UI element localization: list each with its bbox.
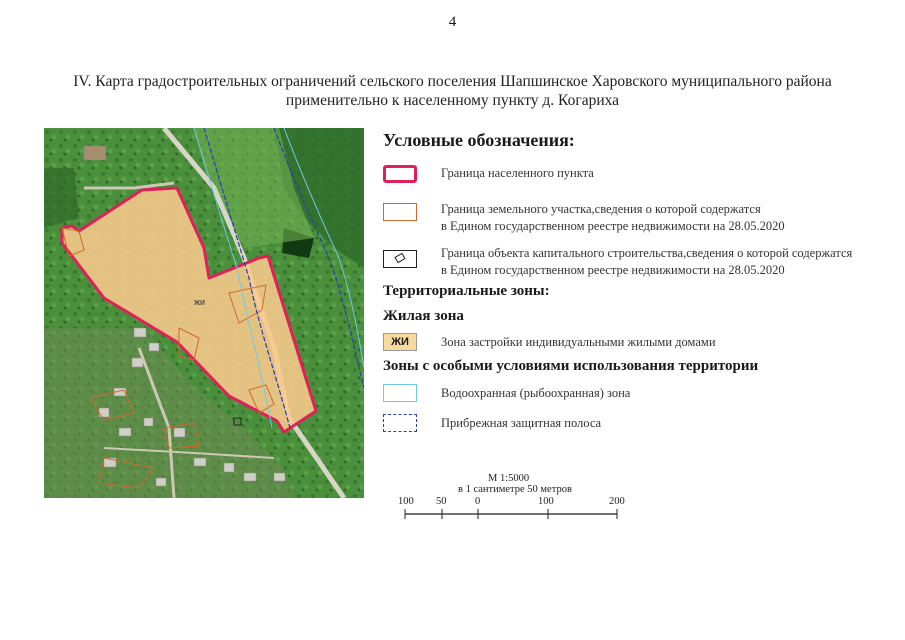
- satellite-map[interactable]: [44, 128, 364, 498]
- residential-zone-heading: Жилая зона: [383, 308, 464, 324]
- page-number: 4: [448, 14, 457, 30]
- scale-tick-label: 100: [538, 496, 554, 507]
- legend-parcel-line-1: Граница земельного участка,сведения о которой содержатся: [441, 202, 761, 216]
- zone-symbol: ЖИ: [383, 333, 417, 351]
- legend-settlement-border: Граница населенного пункта: [441, 166, 594, 180]
- legend-coastal-strip: Прибрежная защитная полоса: [441, 416, 602, 430]
- building-icon: [384, 251, 416, 267]
- legend-water-protection: Водоохранная (рыбоохранная) зона: [441, 386, 631, 400]
- building-boundary-symbol: [383, 250, 417, 268]
- forest-area: [44, 168, 79, 228]
- special-zones-heading: Зоны с особыми условиями использования территории: [383, 358, 759, 374]
- legend-building-line-2: в Едином государственном реестре недвижимости на 28.05.2020: [441, 263, 785, 277]
- legend-parcel: [441, 201, 785, 235]
- legend-parcel-line-2: в Едином государственном реестре недвижимости на 28.05.2020: [441, 219, 785, 233]
- settlement-border-symbol: [383, 165, 417, 183]
- title-line-2: применительно к населенному пункту д. Когариха: [285, 92, 620, 109]
- zone-label: жи: [194, 297, 206, 307]
- title-line-1: IV. Карта градостроительных ограничений сельского поселения Шапшинское Харовского муниципального района: [73, 73, 832, 90]
- scale-tick-label: 100: [398, 496, 414, 507]
- page-title: [60, 72, 845, 110]
- scale-tick-label: 200: [609, 496, 625, 507]
- parcel-boundary-symbol: [383, 203, 417, 221]
- legend-building-line-1: Граница объекта капитального строительства,сведения о которой содержатся: [441, 246, 853, 260]
- coastal-strip-symbol: [383, 414, 417, 432]
- legend-heading: Условные обозначения:: [383, 130, 575, 150]
- legend-zone-desc: Зона застройки индивидуальными жилыми домами: [441, 335, 716, 349]
- scale-ratio: М 1:5000: [488, 473, 530, 484]
- scale-note: в 1 сантиметре 50 метров: [458, 484, 572, 495]
- scale-bar: [395, 473, 635, 523]
- water-protection-symbol: [383, 384, 417, 402]
- territorial-zones-heading: Территориальные зоны:: [383, 283, 550, 299]
- legend-building: [441, 245, 852, 279]
- scale-tick-label: 0: [475, 496, 481, 507]
- scale-tick-label: 50: [436, 496, 447, 507]
